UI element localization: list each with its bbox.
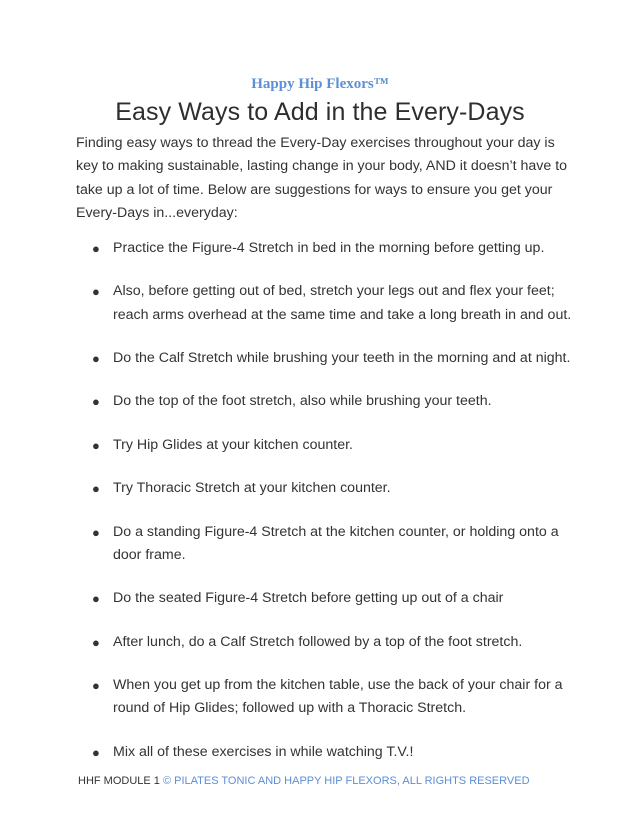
page-footer <box>78 775 530 787</box>
list-item <box>92 347 582 370</box>
list-item <box>92 674 582 720</box>
list-item <box>92 631 582 654</box>
list-item-text: Try Thoracic Stretch at your kitchen counter. <box>113 480 391 497</box>
list-item <box>92 741 582 764</box>
list-item <box>92 434 582 457</box>
list-item-text: Do the Calf Stretch while brushing your teeth in the morning and at night. <box>113 349 571 366</box>
list-item-text: Mix all of these exercises in while watching T.V.! <box>113 743 414 760</box>
list-item-text: Practice the Figure-4 Stretch in bed in the morning before getting up. <box>113 240 545 256</box>
list-item <box>92 390 582 413</box>
list-item-text: Do a standing Figure-4 Stretch at the kitchen counter, or holding onto a door frame. <box>113 523 559 563</box>
list-item <box>92 280 582 326</box>
list-item <box>92 587 582 610</box>
list-item <box>92 477 582 500</box>
bullet-icon: ● <box>92 591 100 607</box>
bullet-icon: ● <box>92 481 100 497</box>
list-item <box>92 237 582 260</box>
suggestion-list <box>92 237 582 784</box>
bullet-icon: ● <box>92 634 100 650</box>
footer-copyright: © PILATES TONIC AND HAPPY HIP FLEXORS, ALL RIGHTS RESERVED <box>162 775 530 787</box>
bullet-icon: ● <box>92 241 100 256</box>
list-item-text: Do the seated Figure-4 Stretch before getting up out of a chair <box>113 590 504 607</box>
list-item-text: When you get up from the kitchen table, use the back of your chair for a round of Hip Glides; followed up with a Thoracic Stretch. <box>113 676 563 717</box>
footer-module-label: HHF MODULE 1 <box>78 775 160 787</box>
bullet-icon: ● <box>92 437 100 453</box>
bullet-icon: ● <box>92 677 100 693</box>
bullet-icon: ● <box>92 350 100 366</box>
list-item-text: Do the top of the foot stretch, also while brushing your teeth. <box>113 393 492 410</box>
intro-paragraph: Finding easy ways to thread the Every-Day exercises throughout your day is key to making sustainable, lasting change in your body, AND it doesn’t have to take up a lot of time. Below are suggestions for ways to ensure you get your Every-Days in...everyday: <box>76 135 568 221</box>
page-title: Easy Ways to Add in the Every-Days <box>115 98 525 126</box>
bullet-icon: ● <box>92 524 100 540</box>
list-item-text: Try Hip Glides at your kitchen counter. <box>113 436 353 453</box>
bullet-icon: ● <box>92 744 100 760</box>
list-item-text: After lunch, do a Calf Stretch followed by a top of the foot stretch. <box>113 633 523 650</box>
bullet-icon: ● <box>92 284 100 300</box>
brand-name: Happy Hip Flexors™ <box>251 76 389 92</box>
list-item-text: Also, before getting out of bed, stretch your legs out and flex your feet; reach arms overhead at the same time and take a long breath in and out. <box>113 283 572 323</box>
bullet-icon: ● <box>92 394 100 410</box>
list-item <box>92 521 582 567</box>
